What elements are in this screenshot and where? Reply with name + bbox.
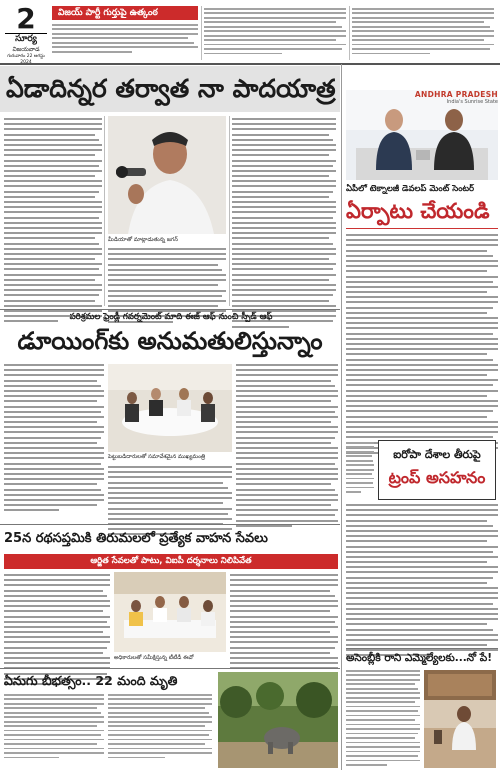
investor-photo-caption: పెట్టుబడిదారులతో సమావేశమైన ముఖ్యమంత్రి — [108, 454, 206, 460]
doing-story-headline: డూయింగ్‌కు అనుమతులిస్తున్నాం — [17, 327, 323, 355]
elephant-story-col-1 — [4, 694, 104, 761]
top-story-body-3 — [352, 8, 494, 57]
europe-story-body — [346, 504, 498, 660]
ap-brand — [400, 90, 498, 105]
europe-story-intro — [346, 442, 374, 496]
ttd-photo-caption: అధికారులతో సమీక్షిస్తున్న టీటీడీ ఈవో — [114, 655, 194, 661]
tirumala-banner-box — [4, 554, 338, 569]
assembly-story-body — [346, 670, 420, 769]
assembly-photo — [424, 670, 496, 768]
masthead — [5, 2, 47, 59]
doing-story-col-1 — [4, 364, 104, 514]
main-story-col-1 — [4, 118, 102, 326]
europe-story-headline-box — [378, 440, 496, 500]
elephant-photo — [218, 672, 338, 768]
ap-brand-title: ANDHRA PRADESH — [414, 90, 498, 99]
tirumala-story-headline: 25న రథసప్తమికి తిరుమలలో ప్రత్యేక వాహన సేవలు — [4, 531, 268, 546]
tirumala-banner: ఆర్జిత సేవలతో పాటు, విఐపీ దర్శనాలు నిలిపివేత — [90, 556, 252, 566]
elephant-story-col-2 — [108, 694, 212, 761]
top-story-body-1 — [52, 24, 198, 55]
masthead-date: గురువారం 22 ఆగస్టు — [7, 54, 45, 59]
main-story-headline: ఏడాదిన్నర తర్వాత నా పాదయాత్ర — [6, 74, 336, 103]
ap-brand-sub: India's Sunrise State — [446, 99, 498, 105]
europe-story-headline-1: ఐరోపా దేశాల తీరుపై — [393, 448, 481, 461]
main-story-col-3 — [232, 118, 336, 331]
side-story-kicker: ఏపీలో టెక్నాలజీ డెవలప్ మెంట్ సెంటర్ — [346, 184, 475, 194]
side-story-body — [346, 234, 498, 457]
ttd-review-photo — [114, 572, 226, 652]
side-story-headline: ఏర్పాటు చేయండి — [346, 199, 490, 223]
jagan-photo — [108, 116, 226, 234]
masthead-city: విజయవాడ — [12, 46, 40, 53]
main-story-headline-box — [0, 66, 340, 112]
top-story-body-2 — [204, 8, 346, 57]
investor-meeting-photo — [108, 364, 232, 452]
europe-story-headline-2: ట్రంప్ అసహనం — [388, 468, 486, 487]
doing-story-kicker: పరిశ్రమల ఫ్రెండ్లీ గవర్నమెంట్ మాది ఈజ్ ఆఫ్ నుంచి స్పీడ్ ఆఫ్ — [69, 312, 273, 322]
top-story-headline: విజయ్ పార్టీ గుర్తుపై ఉత్కంఠ — [58, 8, 158, 18]
doing-story-col-3 — [236, 364, 338, 530]
paper-name: సూర్య — [5, 33, 47, 46]
elephant-story-headline: ఏనుగు బీభత్సం.. 22 మంది మృతి — [4, 673, 178, 688]
top-story-headline-box — [52, 6, 198, 20]
assembly-story-headline: అసెంబ్లీకి రాని ఎమ్మెల్యేలకు...నో పే! — [346, 652, 493, 664]
jagan-photo-caption: మీడియాతో మాట్లాడుతున్న జగన్ — [108, 237, 178, 243]
page-number: 2 — [16, 2, 36, 35]
